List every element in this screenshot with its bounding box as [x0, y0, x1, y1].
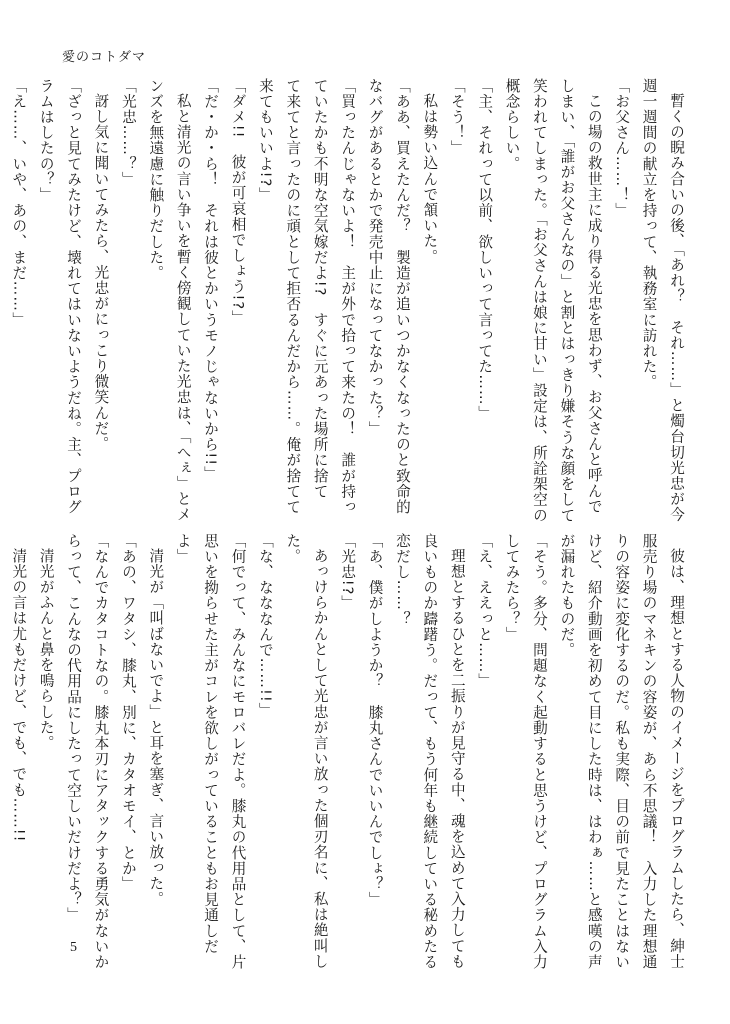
text-line: 笑われてしまった。「お父さんは娘に甘い」設定は、所詮架空の: [530, 78, 548, 524]
text-line: よ」: [174, 533, 192, 565]
text-line: この場の救世主に成り得る光忠を思わず、お父さんと呼んで: [585, 92, 603, 514]
text-line: 思いを拗らせた主がコレを欲しがっていることもお見通しだ: [202, 533, 220, 955]
text-line: 「そう！」: [448, 78, 466, 156]
text-line: 恋だし……？: [393, 533, 411, 627]
text-line: 暫くの睨み合いの後、「あれ？ それ……」と燭台切光忠が今: [668, 92, 685, 523]
text-line: 「買ったんじゃないよ！ 主が外で拾って来たの！ 誰が持っ: [339, 78, 357, 515]
text-line: 「何でって、みんなにモロバレだよ。膝丸の代用品として、片: [229, 533, 247, 970]
text-line: りの容姿に変化するのだ。私も実際、目の前で見たことはない: [613, 533, 631, 970]
text-line: ンズを無遠慮に触りだした。: [147, 78, 165, 281]
text-line: 清光がふんと鼻を鳴らした。: [37, 547, 55, 751]
text-line: 「な、なななんで……!!」: [256, 533, 274, 719]
text-tier-top: [10, 78, 690, 524]
text-line: 「ダメ!! 彼が可哀相でしょう!?」: [229, 78, 247, 326]
text-line: 私は勢い込んで頷いた。: [421, 92, 439, 265]
text-line: 「そう。多分、問題なく起動すると思うけど、プログラム入力: [530, 533, 548, 970]
text-line: 「あ、僕がしようか？ 膝丸さんでいいんでしょ？」: [366, 533, 384, 908]
text-line: 週一週間の献立を持って、執務室に訪れた。: [640, 78, 658, 390]
text-line: 「え……、いや、あの、まだ……」: [10, 78, 28, 328]
text-line: ラムはしたの？」: [37, 78, 55, 203]
text-line: らって、こんなの代用品にしたって空しいだけだよ？」: [65, 533, 83, 923]
text-line: 「ああ、買えたんだ？ 製造が追いつかなくなったのと致命的: [393, 78, 411, 515]
text-line: してみたら？」: [503, 533, 521, 643]
page-number: 5: [70, 940, 77, 955]
text-line: なバグがあるとかで発売中止になってなかった？」: [366, 78, 384, 437]
text-line: 来てもいいよ!?」: [256, 78, 274, 203]
text-line: 清光の言は尤もだけど、でも、でも……!!: [10, 547, 28, 843]
text-line: 「光忠……？」: [119, 78, 137, 188]
text-line: が漏れたものだ。: [558, 533, 576, 658]
text-line: 「あの、ワタシ、膝丸、別に、カタオモイ、とか」: [119, 533, 137, 892]
text-line: 「なんでカタコトなの。膝丸本刃にアタックする勇気がないか: [92, 533, 110, 970]
text-line: 理想とするひとを二振りが見守る中、魂を込めて入力しても: [448, 547, 466, 969]
text-line: 私と清光の言い争いを暫く傍観していた光忠は、「へぇ」とメ: [174, 92, 192, 523]
text-line: 彼は、理想とする人物のイメージをプログラムしたら、紳士: [668, 547, 685, 969]
text-line: 「主、それって以前、欲しいって言ってた……」: [476, 78, 494, 422]
text-line: 「光忠!?」: [339, 533, 357, 611]
text-line: 清光が「叫ばないでよ」と耳を塞ぎ、言い放った。: [147, 547, 165, 907]
text-line: 概念らしい。: [503, 78, 521, 172]
text-line: 良いものか躊躇う。だって、もう何年も継続している秘めたる: [421, 533, 439, 970]
running-title: 愛のコトダマ: [62, 50, 147, 65]
text-line: て来てと言ったのに頑として拒否るんだから……。俺が捨てて: [284, 78, 302, 515]
text-tier-bottom: [10, 533, 690, 970]
text-line: 訝し気に聞いてみたら、光忠がにっこり微笑んだ。: [92, 92, 110, 452]
text-line: けど、紹介動画を初めて目にした時は、はわぁ……と感嘆の声: [585, 533, 603, 970]
text-line: あっけらかんとして光忠が言い放った個刃名に、私は絶叫し: [311, 547, 329, 969]
text-line: 「お父さん……！」: [613, 78, 631, 219]
text-line: 「ざっと見てみたけど、壊れてはいないようだね。主、プログ: [65, 78, 83, 515]
text-line: ていたかも不明な空気嫁だよ!? すぐに元あった場所に捨て: [311, 78, 329, 500]
text-line: 「だ・か・ら！ それは彼とかいうモノじゃないから!!」: [202, 78, 220, 482]
text-line: しまい、「誰がお父さんなの」と割とはっきり嫌そうな顔をして: [558, 78, 576, 524]
text-line: た。: [284, 533, 302, 565]
text-line: 服売り場のマネキンの容姿が、あら不思議！ 入力した理想通: [640, 533, 658, 970]
text-line: 「え、ええっと……」: [476, 533, 494, 689]
